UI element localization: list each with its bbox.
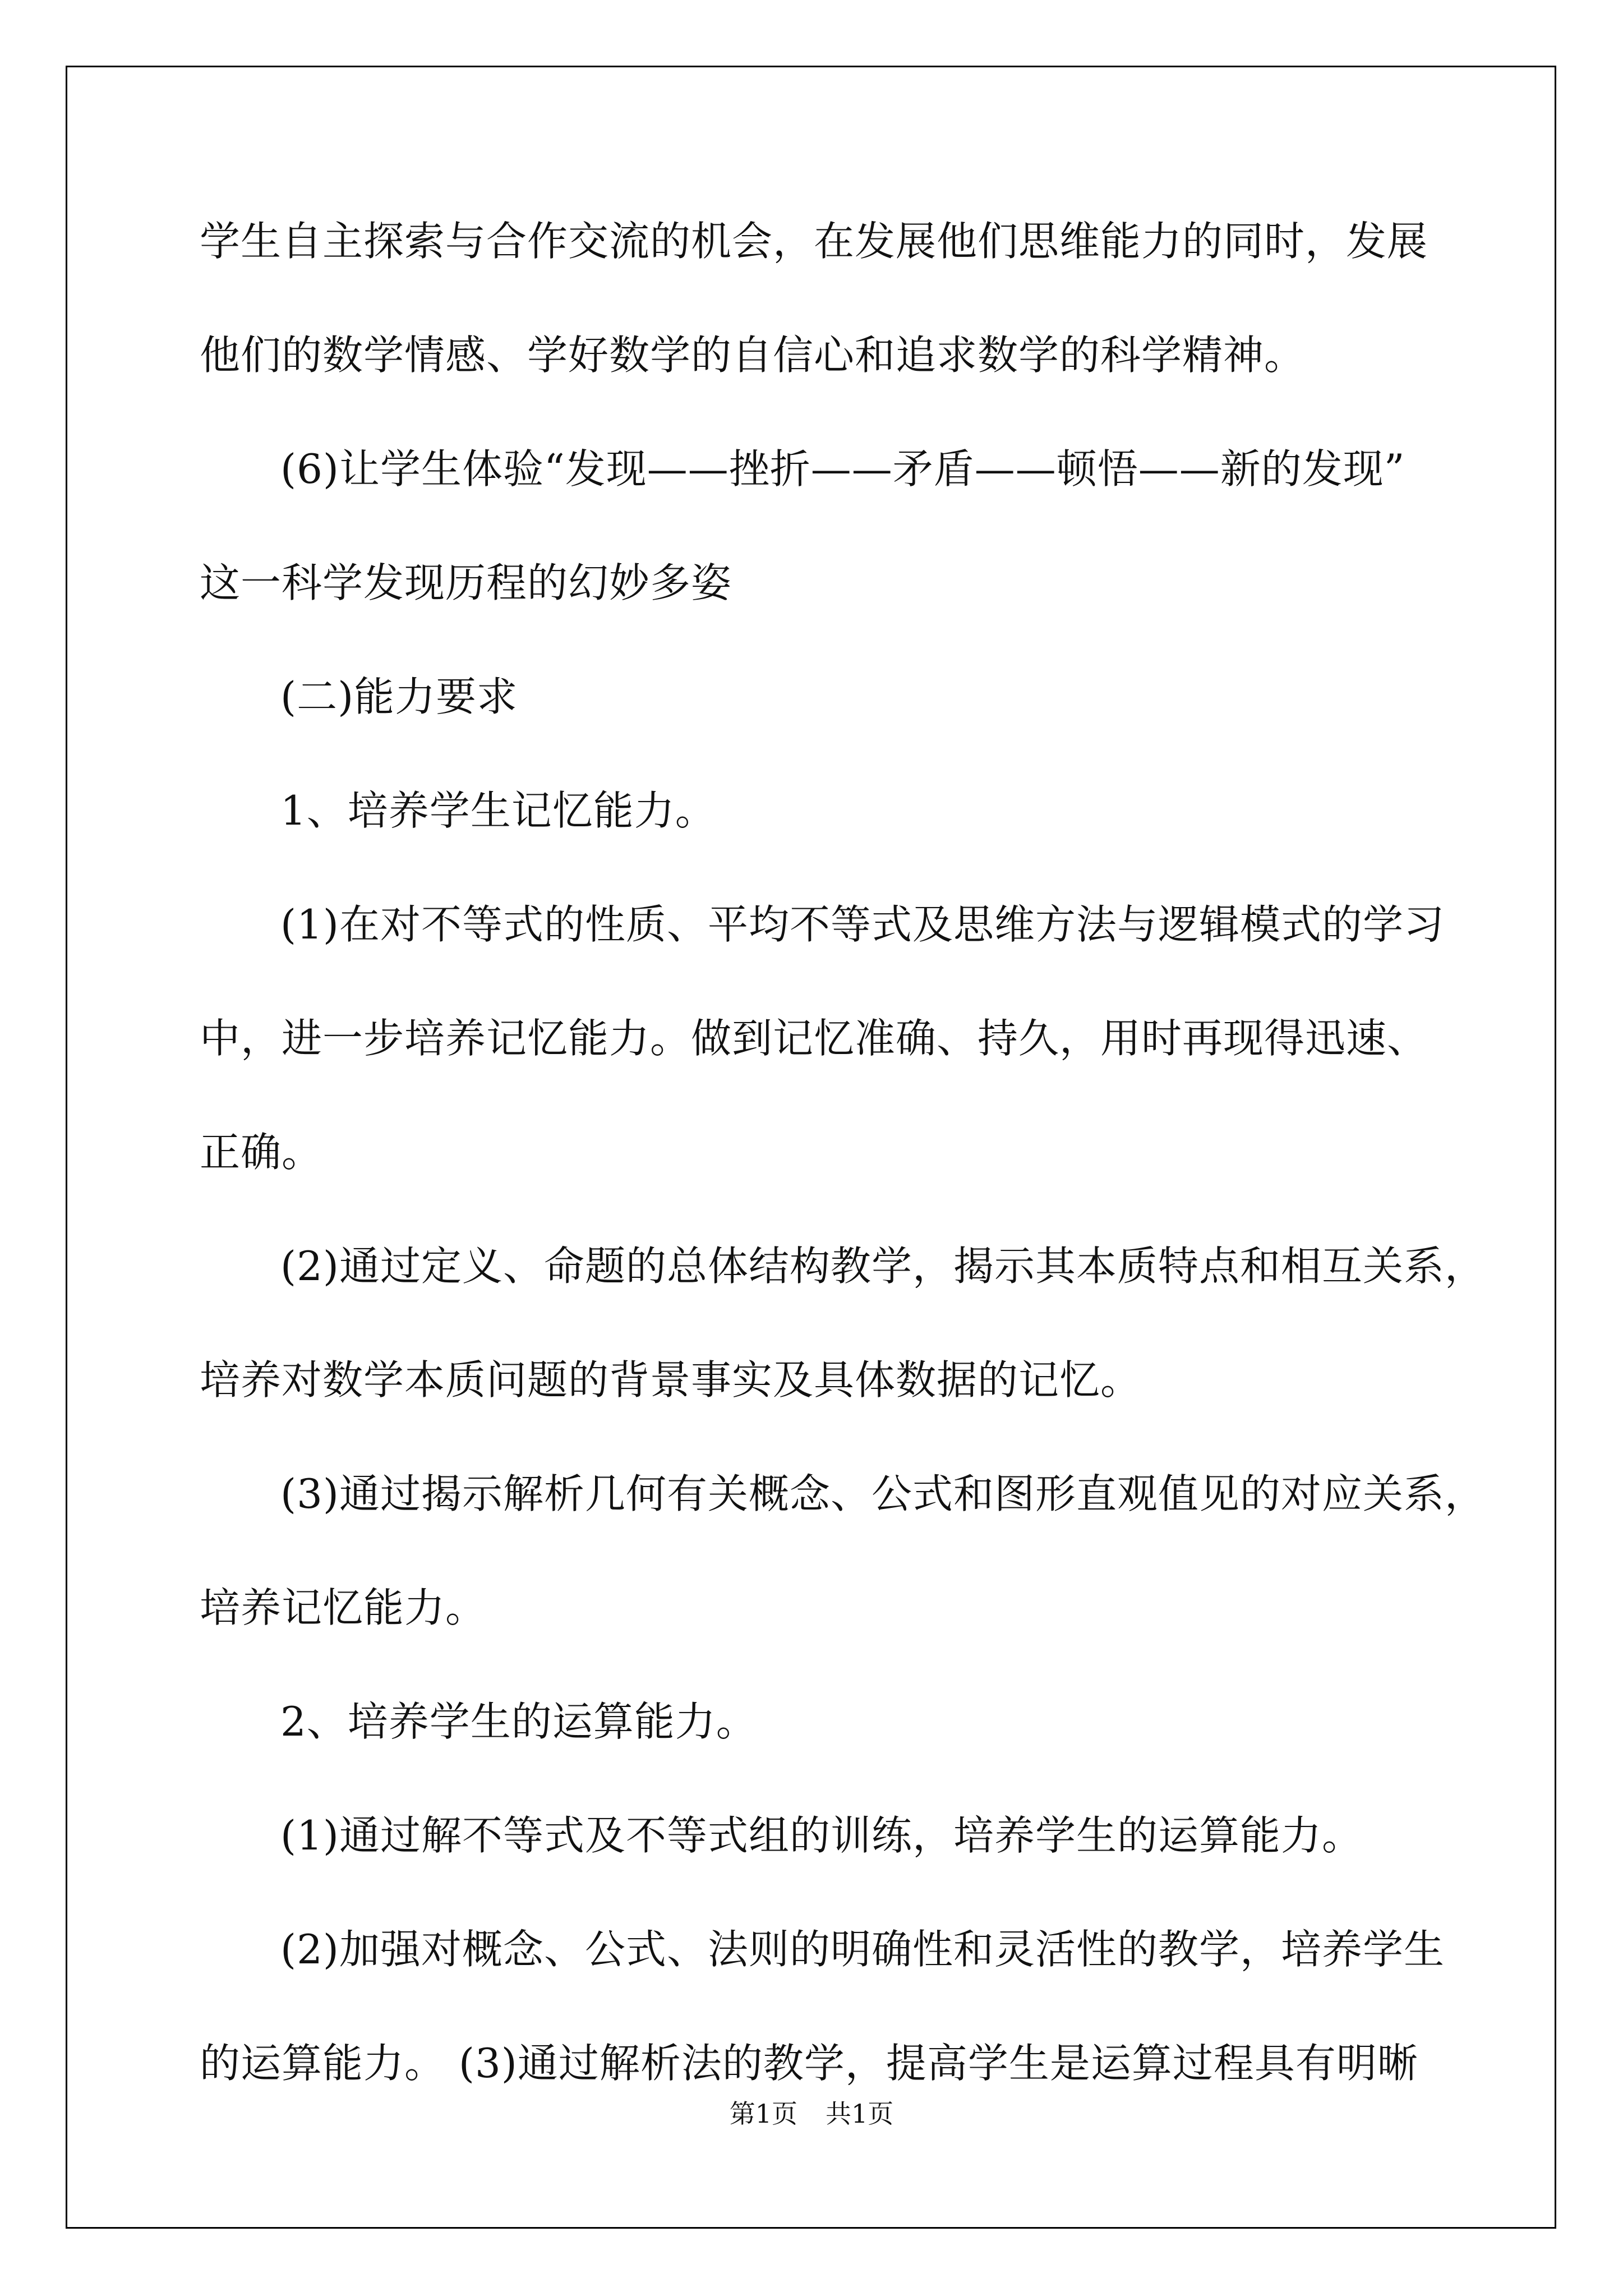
text-line-13: 培养记忆能力。 [200, 1584, 487, 1631]
text-line-8: 中，进一步培养记忆能力。做到记忆准确、持久，用时再现得迅速、 [200, 1015, 1428, 1062]
section-heading-ability: (二)能力要求 [280, 673, 518, 720]
text-line-12: (3)通过揭示解析几何有关概念、公式和图形直观值见的对应关系， [280, 1470, 1486, 1517]
text-line-9: 正确。 [200, 1129, 323, 1176]
page-number-total: 共1页 [826, 2099, 894, 2129]
text-line-10: (2)通过定义、命题的总体结构教学，揭示其本质特点和相互关系， [280, 1243, 1486, 1290]
text-line-16: (2)加强对概念、公式、法则的明确性和灵活性的教学，培养学生 [280, 1926, 1445, 1973]
text-line-11: 培养对数学本质问题的背景事实及具体数据的记忆。 [200, 1356, 1142, 1404]
text-line-1: 学生自主探索与合作交流的机会，在发展他们思维能力的同时，发展 [200, 218, 1428, 265]
text-line-7: (1)在对不等式的性质、平均不等式及思维方法与逻辑模式的学习 [280, 901, 1445, 948]
page-footer [0, 2097, 1623, 2131]
text-line-15: (1)通过解不等式及不等式组的训练，培养学生的运算能力。 [280, 1812, 1363, 1859]
subsection-heading-calculation: 2、培养学生的运算能力。 [280, 1698, 757, 1745]
subsection-heading-memory: 1、培养学生记忆能力。 [280, 787, 716, 834]
text-line-3: (6)让学生体验“发现——挫折——矛盾——顿悟——新的发现” [280, 445, 1405, 493]
text-line-4: 这一科学发现历程的幻妙多姿 [200, 559, 732, 606]
text-line-17: 的运算能力。 (3)通过解析法的教学，提高学生是运算过程具有明晰 [200, 2040, 1418, 2087]
page-number-current: 第1页 [729, 2099, 797, 2129]
text-line-2: 他们的数学情感、学好数学的自信心和追求数学的科学精神。 [200, 332, 1306, 379]
